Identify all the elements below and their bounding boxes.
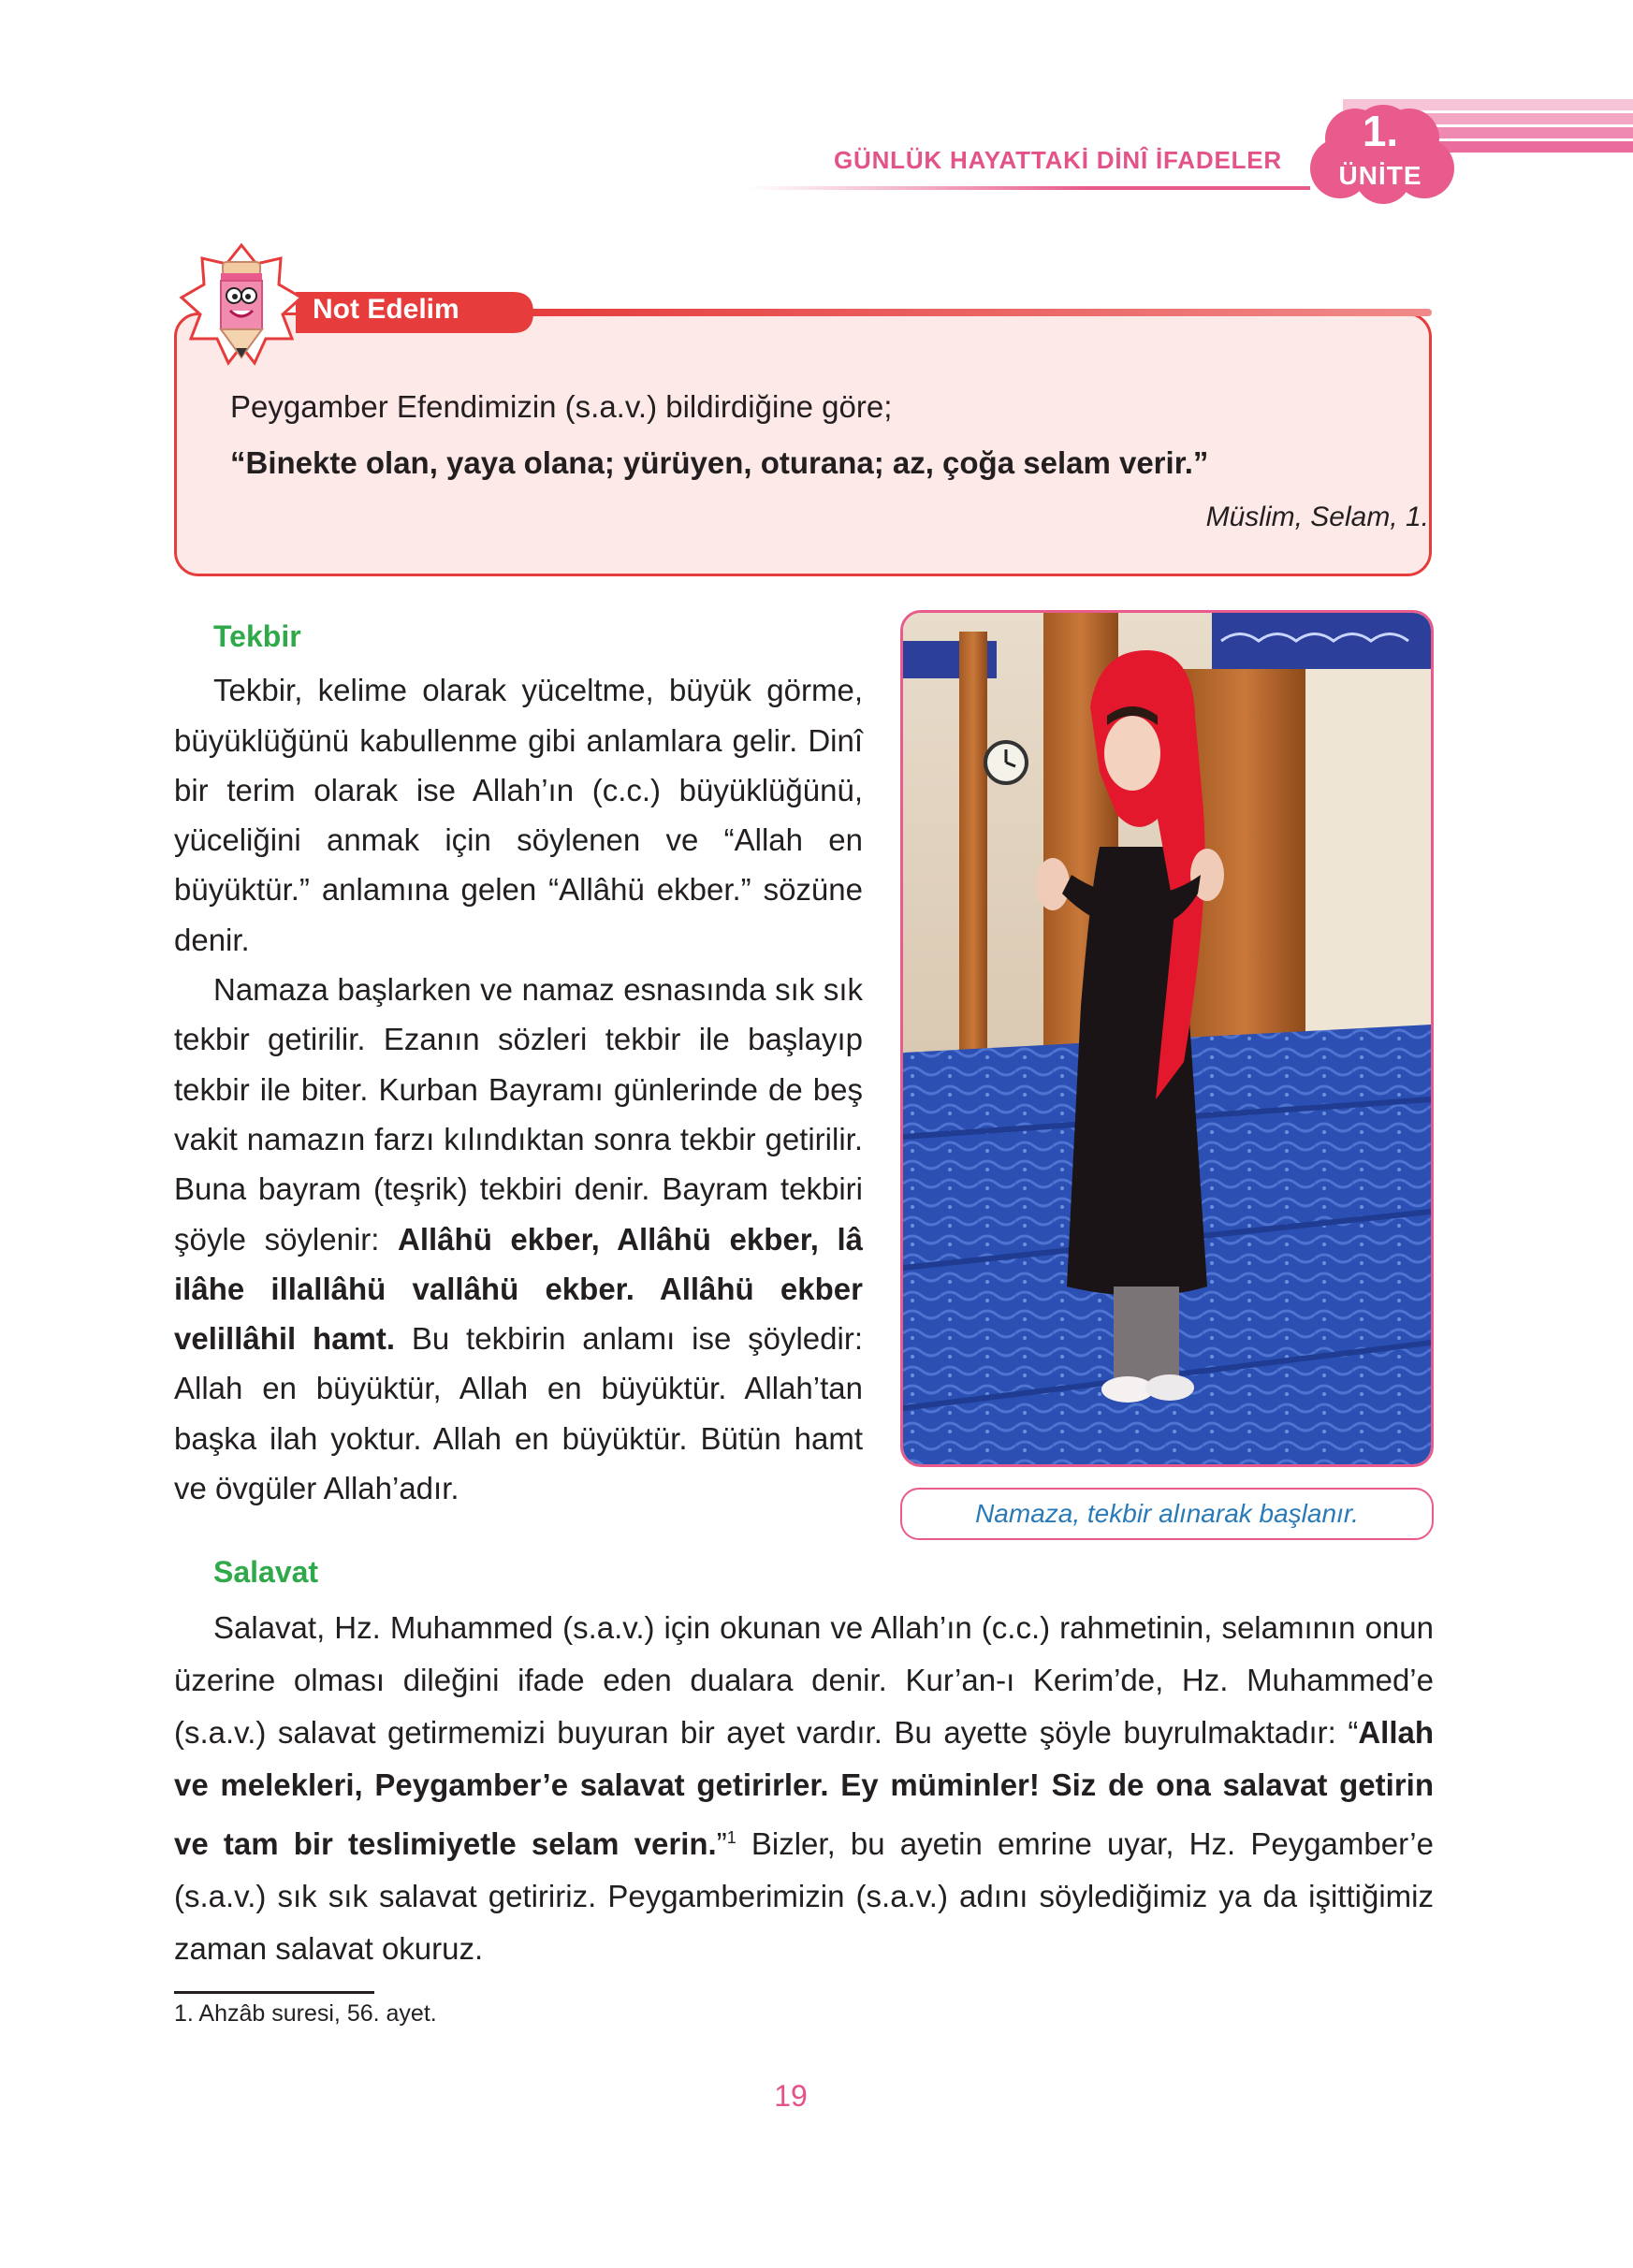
tekbir-p2-text-a: Namaza başlarken ve namaz esnasında sık sık tekbir getirilir. Ezanın sözleri tekbir ile başlayıp tekbir ile biter. Kurban Bayramı günlerinde de beş vakit namazın farzı kılındıktan sonra tekbir getirilir. Buna bayram (teşrik) tekbiri denir. Bayram tekbiri şöyle söylenir:: [174, 972, 863, 1257]
note-quote: “Binekte olan, yaya olana; yürüyen, oturana; az, çoğa selam verir.”: [230, 445, 1209, 480]
tekbir-p2-text-b: Bu tekbirin anlamı ise şöyledir: Allah en büyüktür, Allah en büyüktür. Allah’tan başka ilah yoktur. Allah en büyüktür. Bütün hamt ve övgüler Allah’adır.: [174, 1321, 863, 1506]
pencil-mascot-icon: [178, 241, 305, 369]
footnote: 1. Ahzâb suresi, 56. ayet.: [174, 2000, 437, 2027]
photo-caption: Namaza, tekbir alınarak başlanır.: [900, 1488, 1434, 1540]
salavat-text-b: Bizler, bu ayetin emrine uyar, Hz. Peygamber’e (s.a.v.) sık sık salavat getiririz. Peygamberimizin (s.a.v.) adını söylediğimiz ya da işittiğimiz zaman salavat okuruz.: [174, 1826, 1434, 1966]
salavat-quote-close: ”: [716, 1826, 727, 1861]
tekbir-paragraph-2: [174, 965, 863, 1513]
footnote-reference[interactable]: 1: [726, 1828, 736, 1847]
tekbir-heading: Tekbir: [213, 619, 301, 653]
note-box: [174, 313, 1432, 576]
note-tab-line: [524, 309, 1432, 316]
salavat-verse: Allah ve melekleri, Peygamber’e salavat getirirler. Ey müminler! Siz de ona salavat getirin ve tam bir teslimiyetle selam verin.: [174, 1715, 1434, 1861]
header-rule: [749, 186, 1310, 190]
note-source: Müslim, Selam, 1.: [1205, 502, 1429, 532]
note-intro: Peygamber Efendimizin (s.a.v.) bildirdiğine göre;: [230, 389, 893, 424]
tekbir-takbir-formula: Allâhü ekber, Allâhü ekber, lâ ilâhe illallâhü vallâhü ekber. Allâhü ekber velillâhil hamt.: [174, 1221, 863, 1357]
salavat-heading: Salavat: [213, 1555, 319, 1589]
footnote-rule: [174, 1991, 374, 1994]
page-number: 19: [774, 2079, 808, 2113]
girl-praying-illustration: [903, 613, 1431, 1464]
salavat-paragraph: [174, 1602, 1434, 1975]
tekbir-paragraph-1: Tekbir, kelime olarak yüceltme, büyük görme, büyüklüğünü kabullenme gibi anlamlara gelir. Dinî bir terim olarak ise Allah’ın (c.c.) büyüklüğünü, yüceliğini anmak için söylenen ve “Allah en büyüktür.” anlamına gelen “Allâhü ekber.” sözüne denir.: [174, 673, 863, 957]
mosque-photo: [900, 610, 1434, 1467]
tekbir-section: [174, 619, 863, 1513]
salavat-section: [174, 1555, 1434, 1975]
unit-label: ÜNİTE: [1338, 161, 1422, 190]
unit-number: 1.: [1362, 107, 1399, 155]
salavat-text-a: Salavat, Hz. Muhammed (s.a.v.) için okunan ve Allah’ın (c.c.) rahmetinin, selamının onun üzerine olması dileğini ifade eden dualara denir. Kur’an-ı Kerim’de, Hz. Muhammed’e (s.a.v.) salavat getirmemizi buyuran bir ayet vardır. Bu ayette şöyle buyrulmaktadır: “: [174, 1610, 1434, 1750]
note-tab-label: Not Edelim: [313, 294, 459, 325]
running-header: GÜNLÜK HAYATTAKİ DİNÎ İFADELER: [833, 146, 1282, 174]
